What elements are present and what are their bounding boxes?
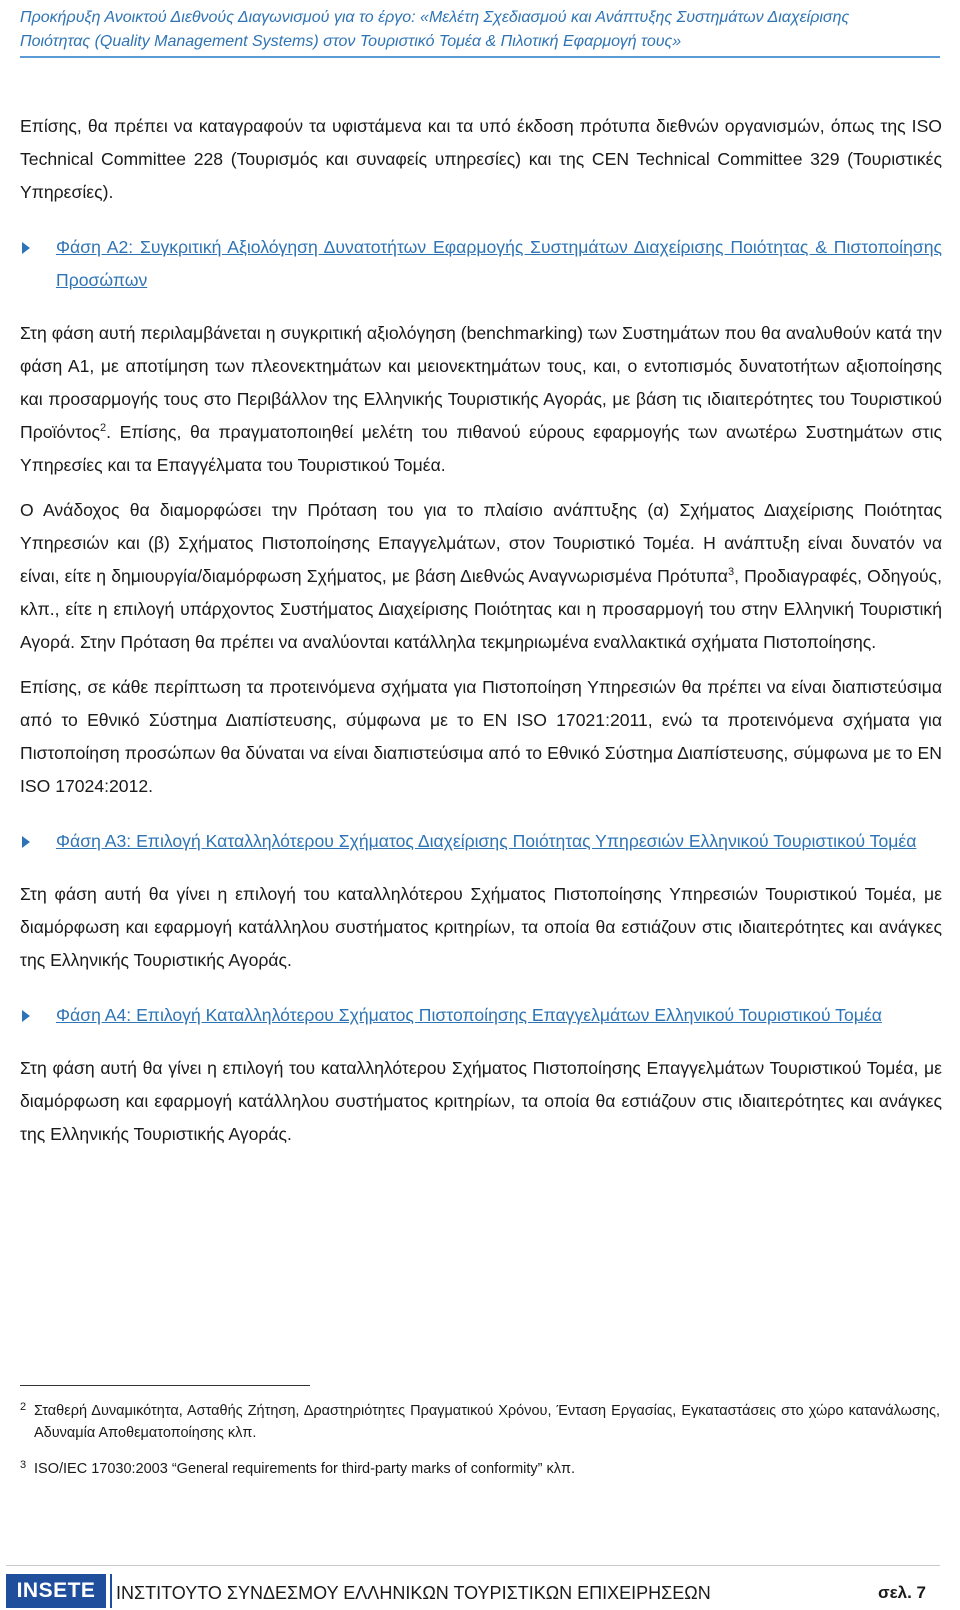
phase-a2-heading — [20, 231, 942, 297]
triangle-bullet-icon — [20, 999, 56, 1022]
page-footer — [6, 1565, 940, 1604]
logo-divider — [110, 1574, 112, 1608]
footer-organization: ΙΝΣΤΙΤΟΥΤΟ ΣΥΝΔΕΣΜΟΥ ΕΛΛΗΝΙΚΩΝ ΤΟΥΡΙΣΤΙΚΩΝ ΕΠΙΧΕΙΡΗΣΕΩΝ — [116, 1583, 711, 1603]
document-body — [20, 110, 942, 1151]
phase-a4-title[interactable]: Φάση Α4: Επιλογή Καταλληλότερου Σχήματος Πιστοποίησης Επαγγελμάτων Ελληνικού Τουριστικού Τομέα — [56, 1005, 882, 1025]
footnote-ref-2: 2 — [99, 422, 107, 435]
footnote-item — [20, 1458, 940, 1480]
header-line-1: Προκήρυξη Ανοικτού Διεθνούς Διαγωνισμού για το έργο: «Μελέτη Σχεδιασμού και Ανάπτυξης Συστημάτων Διαχείρισης — [20, 9, 850, 26]
triangle-bullet-icon — [20, 825, 56, 848]
page-number: σελ. 7 — [877, 1583, 926, 1602]
footnote-item — [20, 1400, 940, 1444]
page-header — [20, 6, 940, 54]
footnote-number: 3 — [20, 1459, 27, 1471]
phase-a4-paragraph: Στη φάση αυτή θα γίνει η επιλογή του καταλληλότερου Σχήματος Πιστοποίησης Επαγγελμάτων Τουριστικού Τομέα, με διαμόρφωση και εφαρμογή κατάλληλου συστήματος κριτηρίων, τα οποία θα εστιάζουν στις ιδιαιτερότητες και ανάγκες της Ελληνικής Τουριστικής Αγοράς. — [20, 1058, 942, 1144]
footnote-text: ISO/IEC 17030:2003 “General requirements for third-party marks of conformity” κλπ. — [34, 1461, 576, 1477]
phase-a3-heading — [20, 825, 942, 858]
phase-a2-paragraph-2 — [20, 494, 942, 659]
footnote-ref-3: 3 — [727, 566, 735, 579]
phase-a2-p1-text-cont: . Επίσης, θα πραγματοποιηθεί μελέτη του πιθανού εύρους εφαρμογής των ανωτέρω Συστημάτων στις Υπηρεσίες και τα Επαγγέλματα του Τουριστικού Τομέα. — [20, 422, 942, 475]
footnotes — [20, 1400, 940, 1494]
phase-a3-title[interactable]: Φάση Α3: Επιλογή Καταλληλότερου Σχήματος Διαχείρισης Ποιότητας Υπηρεσιών Ελληνικού Τουριστικού Τομέα — [56, 831, 917, 851]
phase-a2-title[interactable]: Φάση Α2: Συγκριτική Αξιολόγηση Δυνατοτήτων Εφαρμογής Συστημάτων Διαχείρισης Ποιότητας & Πιστοποίησης Προσώπων — [56, 237, 942, 290]
phase-a2-p2-text: Ο Ανάδοχος θα διαμορφώσει την Πρόταση του για το πλαίσιο ανάπτυξης (α) Σχήματος Διαχείρισης Ποιότητας Υπηρεσιών και (β) Σχήματος Πιστοποίησης Επαγγελμάτων, στον Τουριστικό Τομέα. Η ανάπτυξη είναι δυνατόν να είναι, είτε η δημιουργία/διαμόρφωση Σχήματος, με βάση Διεθνώς Αναγνωρισμένα Πρότυπα — [20, 500, 942, 586]
header-divider — [20, 56, 940, 58]
insete-logo: INSETE — [6, 1574, 106, 1608]
phase-a2-paragraph-3: Επίσης, σε κάθε περίπτωση τα προτεινόμενα σχήματα για Πιστοποίηση Υπηρεσιών θα πρέπει να είναι διαπιστεύσιμα από το Εθνικό Σύστημα Διαπίστευσης, σύμφωνα με το EN ISO 17021:2011, ενώ τα προτεινόμενα σχήματα για Πιστοποίηση προσώπων θα δύναται να είναι διαπιστεύσιμα από το Εθνικό Σύστημα Διαπίστευσης, σύμφωνα με το EN ISO 17024:2012. — [20, 677, 942, 796]
phase-a4-heading — [20, 999, 942, 1032]
footnote-divider — [20, 1385, 310, 1386]
phase-a2-p2-text-cont: , Προδιαγραφές, Οδηγούς, κλπ., είτε η επιλογή υπάρχοντος Συστήματος Διαχείρισης Ποιότητας και η προσαρμογή του στην Ελληνική Τουριστική Αγορά. Στην Πρόταση θα πρέπει να αναλύονται κατάλληλα τεκμηριωμένα εναλλακτικά σχήματα Πιστοποίησης. — [20, 566, 943, 652]
phase-a3-paragraph: Στη φάση αυτή θα γίνει η επιλογή του καταλληλότερου Σχήματος Πιστοποίησης Υπηρεσιών Τουριστικού Τομέα, με διαμόρφωση και εφαρμογή κατάλληλου συστήματος κριτηρίων, τα οποία θα εστιάζουν στις ιδιαιτερότητες και ανάγκες της Ελληνικής Τουριστικής Αγοράς. — [20, 884, 942, 970]
footnote-text: Σταθερή Δυναμικότητα, Ασταθής Ζήτηση, Δραστηριότητες Πραγματικού Χρόνου, Ένταση Εργασίας, Εγκαταστάσεις στο χώρο κατανάλωσης, Αδυναμία Αποθεματοποίησης κλπ. — [34, 1403, 940, 1441]
triangle-bullet-icon — [20, 231, 56, 254]
footnote-number: 2 — [20, 1401, 27, 1413]
phase-a2-p1-text: Στη φάση αυτή περιλαμβάνεται η συγκριτική αξιολόγηση (benchmarking) των Συστημάτων που θα αναλυθούν κατά την φάση Α1, με αποτίμηση των πλεονεκτημάτων και μειονεκτημάτων τους, και, ο εντοπισμός δυνατοτήτων αξιοποίησης και προσαρμογής τους στο Περιβάλλον της Ελληνικής Τουριστικής Αγοράς, με βάση τις ιδιαιτερότητες του Τουριστικού Προϊόντος — [20, 323, 942, 442]
phase-a2-paragraph-1 — [20, 317, 942, 482]
intro-paragraph: Επίσης, θα πρέπει να καταγραφούν τα υφιστάμενα και τα υπό έκδοση πρότυπα διεθνών οργανισμών, όπως της ISO Technical Committee 228 (Τουρισμός και συναφείς υπηρεσίες) και της CEN Technical Committee 329 (Τουριστικές Υπηρεσίες). — [20, 116, 942, 202]
header-line-2: Ποιότητας (Quality Management Systems) στον Τουριστικό Τομέα & Πιλοτική Εφαρμογή τους» — [20, 33, 682, 50]
